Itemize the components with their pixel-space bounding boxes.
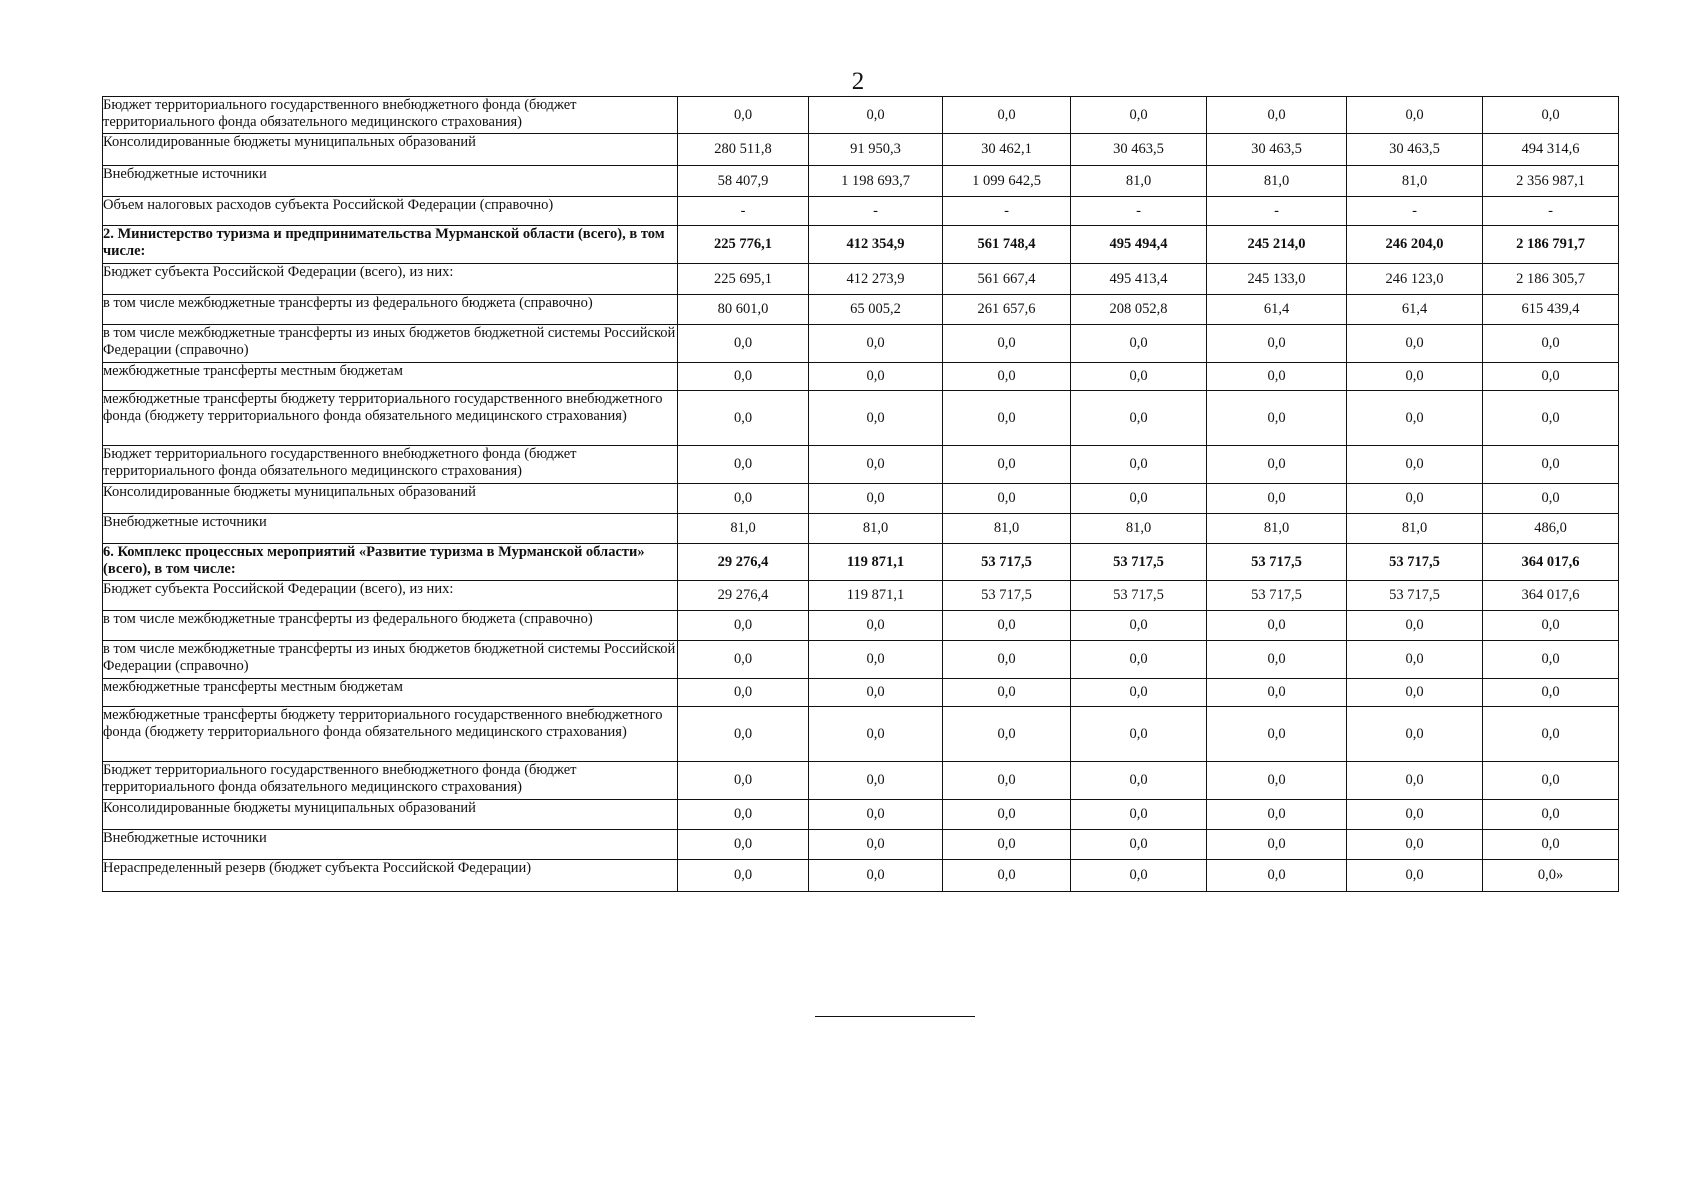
row-value: 0,0 (1347, 391, 1483, 446)
row-value: 486,0 (1483, 514, 1619, 544)
row-value: 30 463,5 (1207, 134, 1347, 166)
row-value: 0,0 (1207, 97, 1347, 134)
row-label: межбюджетные трансферты бюджету территориального государственного внебюджетного фонда (бюджету территориального фонда обязательного медицинского страхования) (103, 391, 678, 446)
row-value: 0,0 (1483, 325, 1619, 363)
row-value: 81,0 (678, 514, 809, 544)
row-value: 0,0 (1347, 446, 1483, 484)
row-label: Объем налоговых расходов субъекта Российской Федерации (справочно) (103, 197, 678, 226)
row-value: - (809, 197, 943, 226)
row-label: Нераспределенный резерв (бюджет субъекта Российской Федерации) (103, 860, 678, 892)
row-value: 0,0 (943, 391, 1071, 446)
row-value: 0,0 (1483, 97, 1619, 134)
row-value: 0,0 (943, 860, 1071, 892)
row-value: 364 017,6 (1483, 544, 1619, 581)
row-value: - (1347, 197, 1483, 226)
row-value: 0,0 (678, 762, 809, 800)
row-value: 0,0 (809, 762, 943, 800)
row-value: 0,0 (678, 446, 809, 484)
row-value: 2 356 987,1 (1483, 166, 1619, 197)
table-row (103, 197, 1619, 226)
row-value: 0,0 (943, 830, 1071, 860)
row-value: 0,0 (809, 800, 943, 830)
row-label: Консолидированные бюджеты муниципальных образований (103, 800, 678, 830)
row-label: Внебюджетные источники (103, 830, 678, 860)
table-row (103, 134, 1619, 166)
row-value: 29 276,4 (678, 544, 809, 581)
row-value: 0,0 (1483, 391, 1619, 446)
row-value: 225 695,1 (678, 264, 809, 295)
row-value: 0,0 (1071, 446, 1207, 484)
row-value: 0,0 (1207, 641, 1347, 679)
row-value: 1 099 642,5 (943, 166, 1071, 197)
row-label: 6. Комплекс процессных мероприятий «Развитие туризма в Мурманской области» (всего), в том числе: (103, 544, 678, 581)
row-value: 0,0 (1207, 611, 1347, 641)
budget-table (102, 96, 1619, 892)
row-value: 0,0 (678, 611, 809, 641)
row-value: 81,0 (1347, 514, 1483, 544)
row-label: межбюджетные трансферты местным бюджетам (103, 363, 678, 391)
row-value: 280 511,8 (678, 134, 809, 166)
row-value: 0,0 (809, 641, 943, 679)
table-row (103, 514, 1619, 544)
row-value: 0,0 (1347, 830, 1483, 860)
row-value: 0,0 (1071, 484, 1207, 514)
row-value: 81,0 (943, 514, 1071, 544)
row-value: 0,0 (1347, 641, 1483, 679)
table-row (103, 860, 1619, 892)
row-value: 0,0 (1347, 860, 1483, 892)
row-value: 0,0 (1347, 707, 1483, 762)
row-value: - (1483, 197, 1619, 226)
row-value: - (943, 197, 1071, 226)
row-value: 0,0 (1071, 860, 1207, 892)
row-value: 0,0 (1071, 391, 1207, 446)
row-value: 0,0 (678, 641, 809, 679)
row-label: Бюджет территориального государственного внебюджетного фонда (бюджет территориального фонда обязательного медицинского страхования) (103, 446, 678, 484)
row-value: 0,0 (943, 762, 1071, 800)
row-value: 0,0 (1207, 800, 1347, 830)
row-value: 0,0 (678, 391, 809, 446)
row-value: 0,0 (678, 860, 809, 892)
row-value: 0,0 (1071, 97, 1207, 134)
row-value: 53 717,5 (1207, 544, 1347, 581)
row-value: 0,0 (1071, 363, 1207, 391)
row-value: 0,0 (1071, 800, 1207, 830)
row-value: 245 133,0 (1207, 264, 1347, 295)
table-row (103, 484, 1619, 514)
row-value: 0,0 (943, 484, 1071, 514)
row-value: 0,0 (1207, 707, 1347, 762)
row-value: 2 186 791,7 (1483, 226, 1619, 264)
row-value: 0,0 (1347, 611, 1483, 641)
row-value: 61,4 (1347, 295, 1483, 325)
row-value: 0,0 (678, 363, 809, 391)
table-row (103, 166, 1619, 197)
row-value: 0,0 (678, 97, 809, 134)
row-value: 0,0 (809, 325, 943, 363)
row-label: Внебюджетные источники (103, 514, 678, 544)
row-value: 80 601,0 (678, 295, 809, 325)
row-value: 53 717,5 (1347, 581, 1483, 611)
row-value: 0,0 (809, 860, 943, 892)
row-value: 261 657,6 (943, 295, 1071, 325)
row-value: 0,0 (1483, 363, 1619, 391)
row-value: - (678, 197, 809, 226)
row-value: 81,0 (809, 514, 943, 544)
row-value: 81,0 (1071, 166, 1207, 197)
row-value: 0,0 (1071, 762, 1207, 800)
row-value: 0,0 (1347, 484, 1483, 514)
row-value: 0,0 (1071, 611, 1207, 641)
row-value: 0,0 (1207, 446, 1347, 484)
row-label: в том числе межбюджетные трансферты из федерального бюджета (справочно) (103, 295, 678, 325)
table-row (103, 641, 1619, 679)
table-row (103, 544, 1619, 581)
row-value: 0,0 (678, 679, 809, 707)
row-value: 0,0 (1347, 97, 1483, 134)
row-value: 0,0 (809, 611, 943, 641)
row-value: 0,0 (1483, 679, 1619, 707)
row-value: 0,0 (1207, 762, 1347, 800)
row-value: 0,0 (943, 641, 1071, 679)
table-row (103, 325, 1619, 363)
row-value: 0,0 (1071, 641, 1207, 679)
row-label: в том числе межбюджетные трансферты из иных бюджетов бюджетной системы Российской Федерации (справочно) (103, 325, 678, 363)
row-value: 495 494,4 (1071, 226, 1207, 264)
row-value: 0,0 (1347, 325, 1483, 363)
row-value: 0,0 (1347, 363, 1483, 391)
row-value: 0,0 (678, 830, 809, 860)
row-label: Бюджет субъекта Российской Федерации (всего), из них: (103, 581, 678, 611)
row-label: межбюджетные трансферты местным бюджетам (103, 679, 678, 707)
row-value: - (1071, 197, 1207, 226)
row-value: 1 198 693,7 (809, 166, 943, 197)
row-label: Бюджет территориального государственного внебюджетного фонда (бюджет территориального фонда обязательного медицинского страхования) (103, 762, 678, 800)
table-row (103, 295, 1619, 325)
table-row (103, 800, 1619, 830)
row-value: 0,0 (809, 97, 943, 134)
row-label: в том числе межбюджетные трансферты из иных бюджетов бюджетной системы Российской Федерации (справочно) (103, 641, 678, 679)
row-value: 561 667,4 (943, 264, 1071, 295)
row-label: Консолидированные бюджеты муниципальных образований (103, 134, 678, 166)
budget-table-body (103, 97, 1619, 892)
table-row (103, 762, 1619, 800)
row-value: 0,0 (1207, 679, 1347, 707)
table-row (103, 264, 1619, 295)
row-value: 53 717,5 (943, 581, 1071, 611)
row-value: 0,0 (943, 446, 1071, 484)
row-value: 81,0 (1207, 514, 1347, 544)
row-value: 0,0 (1483, 762, 1619, 800)
row-value: 0,0 (1347, 679, 1483, 707)
row-value: 0,0 (1483, 800, 1619, 830)
row-value: 91 950,3 (809, 134, 943, 166)
row-value: 0,0 (809, 363, 943, 391)
row-value: 81,0 (1347, 166, 1483, 197)
row-value: - (1207, 197, 1347, 226)
table-row (103, 226, 1619, 264)
row-value: 0,0 (943, 707, 1071, 762)
row-value: 0,0 (1071, 830, 1207, 860)
table-row (103, 446, 1619, 484)
footer-rule (815, 1016, 975, 1017)
row-value: 58 407,9 (678, 166, 809, 197)
row-value: 30 463,5 (1347, 134, 1483, 166)
row-value: 29 276,4 (678, 581, 809, 611)
row-value: 0,0 (1347, 762, 1483, 800)
row-value: 0,0 (943, 611, 1071, 641)
row-value: 53 717,5 (1071, 544, 1207, 581)
row-value: 0,0 (1483, 707, 1619, 762)
row-label: Бюджет субъекта Российской Федерации (всего), из них: (103, 264, 678, 295)
row-label: в том числе межбюджетные трансферты из федерального бюджета (справочно) (103, 611, 678, 641)
table-row (103, 707, 1619, 762)
row-value: 0,0 (1207, 391, 1347, 446)
row-value: 81,0 (1071, 514, 1207, 544)
row-value: 495 413,4 (1071, 264, 1207, 295)
row-value: 0,0 (678, 800, 809, 830)
row-value: 0,0 (1483, 484, 1619, 514)
row-value: 0,0 (678, 325, 809, 363)
row-value: 364 017,6 (1483, 581, 1619, 611)
row-value: 0,0 (1207, 363, 1347, 391)
row-value: 412 273,9 (809, 264, 943, 295)
row-value: 30 463,5 (1071, 134, 1207, 166)
row-value: 0,0 (809, 830, 943, 860)
row-value: 245 214,0 (1207, 226, 1347, 264)
table-row (103, 391, 1619, 446)
row-value: 30 462,1 (943, 134, 1071, 166)
row-value: 246 123,0 (1347, 264, 1483, 295)
row-value: 0,0 (1483, 641, 1619, 679)
row-value: 0,0 (809, 484, 943, 514)
row-label: Внебюджетные источники (103, 166, 678, 197)
row-value: 0,0 (1071, 325, 1207, 363)
row-value: 0,0 (1347, 800, 1483, 830)
row-value: 53 717,5 (1347, 544, 1483, 581)
table-row (103, 611, 1619, 641)
row-value: 119 871,1 (809, 581, 943, 611)
row-value: 0,0 (678, 484, 809, 514)
row-label: Консолидированные бюджеты муниципальных образований (103, 484, 678, 514)
table-row (103, 679, 1619, 707)
row-value: 53 717,5 (943, 544, 1071, 581)
row-value: 53 717,5 (1207, 581, 1347, 611)
row-value: 208 052,8 (1071, 295, 1207, 325)
row-value: 0,0 (1483, 611, 1619, 641)
row-label: 2. Министерство туризма и предпринимательства Мурманской области (всего), в том числе: (103, 226, 678, 264)
row-value: 561 748,4 (943, 226, 1071, 264)
row-value: 0,0 (943, 325, 1071, 363)
row-value: 53 717,5 (1071, 581, 1207, 611)
row-value: 0,0 (943, 800, 1071, 830)
row-value: 61,4 (1207, 295, 1347, 325)
table-row (103, 363, 1619, 391)
row-label: межбюджетные трансферты бюджету территориального государственного внебюджетного фонда (бюджету территориального фонда обязательного медицинского страхования) (103, 707, 678, 762)
row-value: 0,0 (943, 97, 1071, 134)
row-value: 0,0 (1071, 679, 1207, 707)
row-value: 119 871,1 (809, 544, 943, 581)
row-value: 246 204,0 (1347, 226, 1483, 264)
row-label: Бюджет территориального государственного внебюджетного фонда (бюджет территориального фонда обязательного медицинского страхования) (103, 97, 678, 134)
row-value: 615 439,4 (1483, 295, 1619, 325)
row-value: 0,0 (1071, 707, 1207, 762)
table-row (103, 97, 1619, 134)
row-value: 0,0 (1483, 830, 1619, 860)
row-value: 0,0 (943, 679, 1071, 707)
page-number: 2 (851, 68, 865, 95)
row-value: 412 354,9 (809, 226, 943, 264)
row-value: 2 186 305,7 (1483, 264, 1619, 295)
table-row (103, 830, 1619, 860)
row-value: 0,0 (1207, 860, 1347, 892)
row-value: 0,0 (809, 391, 943, 446)
row-value: 65 005,2 (809, 295, 943, 325)
row-value: 0,0 (678, 707, 809, 762)
row-value: 0,0 (1207, 484, 1347, 514)
row-value: 0,0 (809, 679, 943, 707)
row-value: 0,0 (1207, 830, 1347, 860)
row-value: 0,0 (1483, 446, 1619, 484)
row-value: 0,0 (943, 363, 1071, 391)
row-value: 0,0» (1483, 860, 1619, 892)
row-value: 0,0 (1207, 325, 1347, 363)
row-value: 0,0 (809, 446, 943, 484)
row-value: 81,0 (1207, 166, 1347, 197)
table-row (103, 581, 1619, 611)
row-value: 0,0 (809, 707, 943, 762)
row-value: 225 776,1 (678, 226, 809, 264)
row-value: 494 314,6 (1483, 134, 1619, 166)
